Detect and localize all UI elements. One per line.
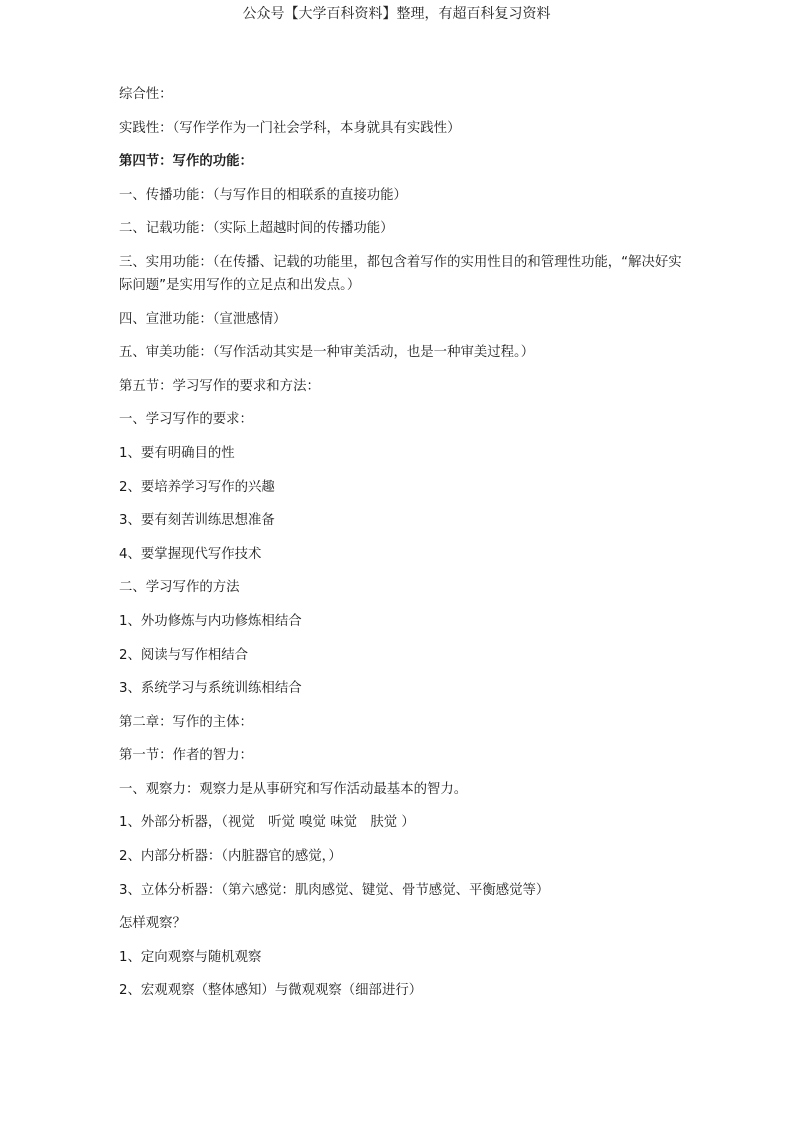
list-item: 1、外部分析器，（视觉 听觉 嗅觉 味觉 肤觉 ） — [119, 815, 415, 831]
section-heading: 第一节：作者的智力： — [119, 748, 253, 764]
section-heading: 第五节：学习写作的要求和方法： — [119, 378, 320, 394]
paragraph: 综合性： — [119, 87, 173, 102]
list-item: 4、要掌握现代写作技术 — [119, 546, 262, 562]
list-item: 1、要有明确目的性 — [119, 445, 235, 461]
list-item: 1、外功修炼与内功修炼相结合 — [119, 613, 302, 629]
list-item: 2、要培养学习写作的兴趣 — [119, 479, 275, 495]
paragraph: 二、记载功能：（实际上超越时间的传播功能） — [119, 221, 394, 237]
list-item: 3、系统学习与系统训练相结合 — [119, 681, 302, 697]
paragraph: 怎样观察？ — [119, 916, 186, 932]
paragraph: 一、观察力：观察力是从事研究和写作活动最基本的智力。 — [119, 781, 468, 797]
chapter-heading: 第二章：写作的主体： — [119, 714, 253, 730]
list-item: 3、要有刻苦训练思想准备 — [119, 513, 275, 529]
paragraph: 实践性：（写作学作为一门社会学科，本身就具有实践性） — [119, 120, 461, 136]
paragraph: 三、实用功能：（在传播、记载的功能里，都包含着写作的实用性目的和管理性功能，“解决好实际问题”是实用写作的立足点和出发点。） — [119, 254, 682, 293]
list-item: 1、定向观察与随机观察 — [119, 949, 262, 965]
section-heading: 第四节：写作的功能： — [119, 154, 253, 170]
paragraph: 一、传播功能：（与写作目的相联系的直接功能） — [119, 187, 407, 203]
list-item: 2、宏观观察（整体感知）与微观观察（细部进行） — [119, 983, 423, 999]
paragraph: 四、宣泄功能：（宣泄感情） — [119, 311, 287, 327]
paragraph: 一、学习写作的要求： — [119, 412, 253, 428]
page-header: 公众号【大学百科资料】整理，有超百科复习资料 — [242, 6, 551, 22]
paragraph: 五、审美功能：（写作活动其实是一种审美活动，也是一种审美过程。） — [119, 345, 535, 361]
list-item: 3、立体分析器：（第六感觉：肌肉感觉、键觉、骨节感觉、平衡感觉等） — [119, 882, 550, 898]
list-item: 2、阅读与写作相结合 — [119, 647, 249, 663]
paragraph: 二、学习写作的方法 — [119, 580, 240, 596]
list-item: 2、内部分析器：（内脏器官的感觉，） — [119, 849, 342, 865]
document-body — [119, 83, 689, 1013]
